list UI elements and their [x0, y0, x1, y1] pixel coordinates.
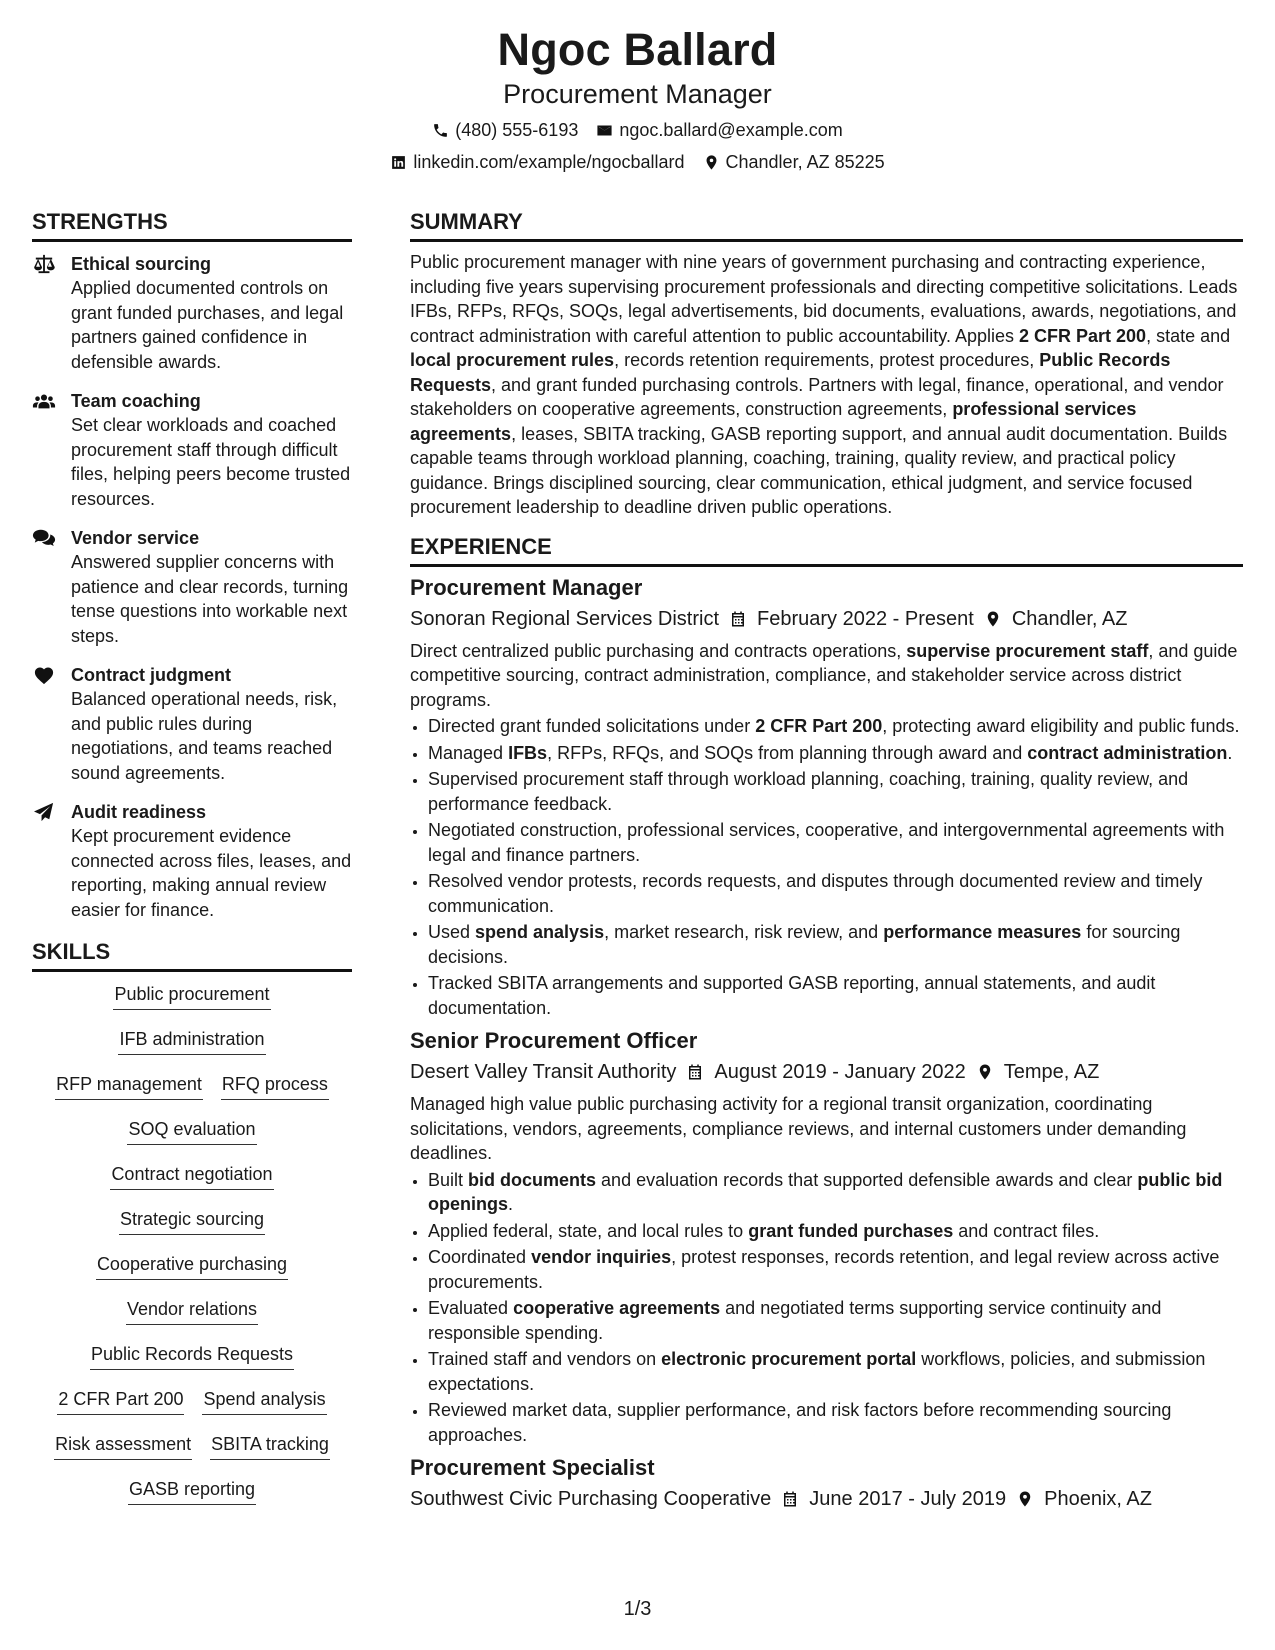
text-run: Supervised procurement staff through workload planning, coaching, training, quality review, and performance feedback. — [428, 769, 1189, 814]
envelope-icon — [596, 122, 613, 139]
text-run: , and guide competitive sourcing, contract administration, compliance, and stakeholder service across district programs. — [410, 640, 1238, 710]
text-run: Resolved vendor protests, records requests, and disputes through documented review and timely communication. — [428, 871, 1203, 916]
bold-text: local procurement rules — [410, 350, 615, 370]
strengths-list — [32, 252, 352, 922]
skill-tag: Public procurement — [113, 982, 270, 1010]
bullet-item — [428, 714, 1243, 739]
strength-icon-wrap — [32, 528, 56, 550]
strength-title: Vendor service — [71, 528, 200, 548]
page-number: 1/3 — [623, 1598, 652, 1620]
phone-icon — [432, 122, 449, 139]
skills-list — [32, 982, 352, 1522]
phone-contact[interactable] — [432, 118, 578, 142]
strengths-heading: STRENGTHS — [32, 207, 352, 242]
strength-item — [32, 389, 352, 511]
email-text: ngoc.ballard@example.com — [619, 120, 843, 140]
job-description — [410, 639, 1243, 713]
text-run: Managed high value public purchasing activity for a regional transit organization, coordinating solicitations, vendors, agreements, compliance reviews, and internal customers under demanding deadlines. — [410, 1094, 1187, 1163]
comments-icon — [32, 528, 56, 548]
job-dates — [686, 1058, 965, 1086]
skill-tag: Vendor relations — [126, 1297, 258, 1325]
job-role: Senior Procurement Officer — [410, 1028, 698, 1053]
skill-tag: Contract negotiation — [110, 1162, 273, 1190]
job-location-text: Tempe, AZ — [1003, 1061, 1100, 1083]
company-name: Desert Valley Transit Authority — [410, 1061, 677, 1083]
text-run: and negotiated terms supporting service continuity and responsible spending. — [428, 1298, 1162, 1343]
strength-icon-wrap — [32, 391, 56, 413]
job-dates-text: February 2022 - Present — [757, 607, 974, 630]
email-contact[interactable] — [596, 118, 842, 142]
bullet-item — [428, 1219, 1243, 1244]
text-run: , state and — [1146, 325, 1231, 346]
bold-text: cooperative agreements — [513, 1298, 721, 1318]
job-location — [984, 605, 1128, 633]
job-location-text: Chandler, AZ — [1011, 607, 1128, 630]
text-run: , leases, SBITA tracking, GASB reporting support, and annual audit documentation. Builds capable teams through workload planning, coaching, training, quality review, and practical policy guidance. Brings disciplined sourcing, clear communication, ethical judgment, and service focused procurement leadership to deadline driven public operations. — [410, 423, 1228, 517]
text-run: Coordinated — [428, 1247, 532, 1267]
contact-row-1 — [0, 118, 1275, 142]
linkedin-text: linkedin.com/example/ngocballard — [413, 152, 685, 172]
strength-icon-wrap — [32, 254, 56, 276]
bold-text: vendor inquiries — [531, 1247, 672, 1267]
paper-plane-icon — [32, 802, 56, 822]
job-bullets — [410, 1168, 1243, 1448]
skill-row — [32, 1342, 352, 1387]
text-run: Managed — [428, 742, 509, 763]
text-run: Trained staff and vendors on — [428, 1349, 662, 1369]
text-run: Reviewed market data, supplier performance, and risk factors before recommending sourcing approaches. — [428, 1400, 1172, 1445]
strength-icon-wrap — [32, 665, 56, 687]
text-run: and evaluation records that supported defensible awards and clear — [596, 1169, 1138, 1190]
right-column — [410, 207, 1243, 1513]
strength-title: Ethical sourcing — [71, 254, 212, 274]
skill-row — [32, 1252, 352, 1297]
strength-description: Answered supplier concerns with patience and clear records, turning tense questions into workable next steps. — [71, 552, 349, 646]
skill-row — [32, 1297, 352, 1342]
bullet-item — [428, 741, 1243, 766]
location-text: Chandler, AZ 85225 — [725, 152, 885, 172]
company-name: Sonoran Regional Services District — [410, 607, 720, 630]
strength-description: Balanced operational needs, risk, and public rules during negotiations, and teams reached sound agreements. — [71, 689, 338, 783]
skill-tag: 2 CFR Part 200 — [57, 1387, 184, 1415]
skill-row — [32, 1477, 352, 1522]
resume-header — [0, 22, 1275, 174]
skill-row — [32, 1432, 352, 1477]
contact-row-2 — [0, 150, 1275, 174]
skill-row — [32, 982, 352, 1027]
text-run: Public procurement manager with nine years of government purchasing and contracting experience, including five years supervising procurement professionals and directing competitive solicitations. Leads IFBs, RFPs, RFQs, SOQs, legal advertisements, bid documents, evaluations, awards, negotiations, and contract administration with careful attention to public accountability. Applies — [410, 252, 1238, 346]
map-pin-icon — [1016, 1489, 1034, 1509]
skills-heading: SKILLS — [32, 937, 352, 972]
left-column — [32, 207, 352, 1522]
bold-text: 2 CFR Part 200 — [1019, 325, 1147, 346]
skill-row — [32, 1387, 352, 1432]
users-icon — [32, 391, 56, 411]
text-run: , and grant funded purchasing controls. Partners with legal, finance, operational, and vendor stakeholders on cooperative agreements, construction agreements, — [410, 374, 1224, 419]
bold-text: Public Records Requests — [410, 350, 1171, 395]
bold-text: electronic procurement portal — [661, 1349, 917, 1369]
text-run: Evaluated — [428, 1298, 514, 1318]
strength-icon-wrap — [32, 802, 56, 824]
strength-item — [32, 663, 352, 785]
text-run: , protest responses, records retention, and legal review across active procurements. — [428, 1247, 1220, 1292]
skill-tag: GASB reporting — [128, 1477, 256, 1505]
skill-row — [32, 1027, 352, 1072]
bold-text: IFBs — [508, 742, 548, 763]
strength-title: Audit readiness — [71, 802, 207, 822]
phone-text: (480) 555-6193 — [455, 120, 579, 140]
strength-description: Applied documented controls on grant funded purchases, and legal partners gained confidence in defensible awards. — [71, 278, 344, 372]
text-run: . — [1227, 742, 1233, 763]
job-role: Procurement Specialist — [410, 1455, 655, 1480]
bold-text: contract administration — [1027, 742, 1228, 763]
job-location-text: Phoenix, AZ — [1044, 1488, 1152, 1510]
text-run: , records retention requirements, protest procedures, — [614, 350, 1040, 370]
bold-text: 2 CFR Part 200 — [755, 716, 883, 736]
skill-row — [32, 1162, 352, 1207]
text-run: Directed grant funded solicitations under — [428, 716, 756, 736]
job-bullets — [410, 714, 1243, 1020]
calendar-icon — [729, 609, 747, 629]
skill-tag: Cooperative purchasing — [96, 1252, 288, 1280]
text-run: Built — [428, 1169, 469, 1190]
bullet-item — [428, 1245, 1243, 1294]
bullet-item — [428, 971, 1243, 1020]
balance-scale-icon — [32, 254, 56, 274]
linkedin-icon — [390, 154, 407, 171]
summary-text — [410, 250, 1243, 520]
heart-icon — [32, 665, 56, 685]
summary-heading: SUMMARY — [410, 207, 1243, 242]
job-meta — [410, 1058, 1243, 1086]
calendar-icon — [781, 1489, 799, 1509]
bullet-item — [428, 1168, 1243, 1217]
map-pin-icon — [984, 609, 1002, 629]
linkedin-contact[interactable] — [390, 150, 684, 174]
job-dates — [729, 605, 974, 633]
experience-list — [410, 573, 1243, 1514]
job-entry — [410, 1453, 1243, 1513]
text-run: , protecting award eligibility and public funds. — [882, 716, 1240, 736]
text-run: and contract files. — [953, 1220, 1100, 1241]
bullet-item — [428, 1296, 1243, 1345]
bullet-item — [428, 1347, 1243, 1396]
skill-tag: Spend analysis — [202, 1387, 326, 1415]
job-role: Procurement Manager — [410, 574, 643, 600]
job-location — [1016, 1485, 1152, 1513]
text-run: Tracked SBITA arrangements and supported GASB reporting, annual statements, and audit documentation. — [428, 973, 1156, 1018]
skill-tag: SBITA tracking — [210, 1432, 330, 1460]
bold-text: supervise procurement staff — [906, 640, 1149, 661]
candidate-name: Ngoc Ballard — [497, 24, 778, 75]
job-meta — [410, 605, 1243, 633]
text-run: for sourcing decisions. — [428, 922, 1181, 967]
company-name: Southwest Civic Purchasing Cooperative — [410, 1488, 772, 1510]
bold-text: bid documents — [468, 1169, 597, 1190]
skill-row — [32, 1117, 352, 1162]
map-pin-icon — [703, 154, 720, 171]
job-location — [976, 1058, 1100, 1086]
calendar-icon — [686, 1062, 704, 1082]
bullet-item — [428, 767, 1243, 816]
strength-item — [32, 526, 352, 648]
strength-title: Team coaching — [71, 391, 201, 411]
job-meta — [410, 1485, 1243, 1513]
skill-tag: RFQ process — [221, 1072, 329, 1100]
text-run: Direct centralized public purchasing and contracts operations, — [410, 640, 907, 661]
map-pin-icon — [976, 1062, 994, 1082]
bold-text: public bid openings — [428, 1169, 1223, 1214]
text-run: workflows, policies, and submission expectations. — [428, 1349, 1206, 1394]
candidate-title: Procurement Manager — [503, 79, 772, 109]
skill-tag: IFB administration — [118, 1027, 265, 1055]
bullet-item — [428, 920, 1243, 969]
experience-heading: EXPERIENCE — [410, 532, 1243, 567]
job-entry — [410, 1026, 1243, 1447]
skill-tag: Strategic sourcing — [119, 1207, 265, 1235]
skill-tag: SOQ evaluation — [127, 1117, 256, 1145]
skill-row — [32, 1072, 352, 1117]
text-run: , RFPs, RFQs, and SOQs from planning through award and — [547, 742, 1028, 763]
strength-title: Contract judgment — [71, 665, 231, 685]
skill-row — [32, 1207, 352, 1252]
job-entry — [410, 573, 1243, 1021]
strength-description: Kept procurement evidence connected across files, leases, and reporting, making annual review easier for finance. — [71, 826, 352, 920]
text-run: Negotiated construction, professional services, cooperative, and intergovernmental agreements with legal and finance partners. — [428, 820, 1225, 865]
text-run: , market research, risk review, and — [604, 922, 884, 942]
bold-text: performance measures — [883, 922, 1082, 942]
text-run: Applied federal, state, and local rules to — [428, 1220, 749, 1241]
job-dates-text: June 2017 - July 2019 — [809, 1488, 1007, 1510]
skill-tag: RFP management — [55, 1072, 203, 1100]
bold-text: spend analysis — [475, 922, 605, 942]
bullet-item — [428, 818, 1243, 867]
location-contact — [703, 150, 885, 174]
job-dates — [781, 1485, 1006, 1513]
strength-item — [32, 252, 352, 374]
job-description — [410, 1092, 1243, 1166]
text-run: . — [508, 1194, 514, 1214]
skill-tag: Public Records Requests — [90, 1342, 294, 1370]
bold-text: professional services agreements — [410, 399, 1137, 444]
strength-description: Set clear workloads and coached procurement staff through difficult files, helping peers become trusted resources. — [71, 415, 351, 509]
bold-text: grant funded purchases — [748, 1220, 954, 1241]
bullet-item — [428, 869, 1243, 918]
strength-item — [32, 800, 352, 922]
job-dates-text: August 2019 - January 2022 — [714, 1061, 966, 1083]
text-run: Used — [428, 922, 476, 942]
bullet-item — [428, 1398, 1243, 1447]
skill-tag: Risk assessment — [54, 1432, 192, 1460]
